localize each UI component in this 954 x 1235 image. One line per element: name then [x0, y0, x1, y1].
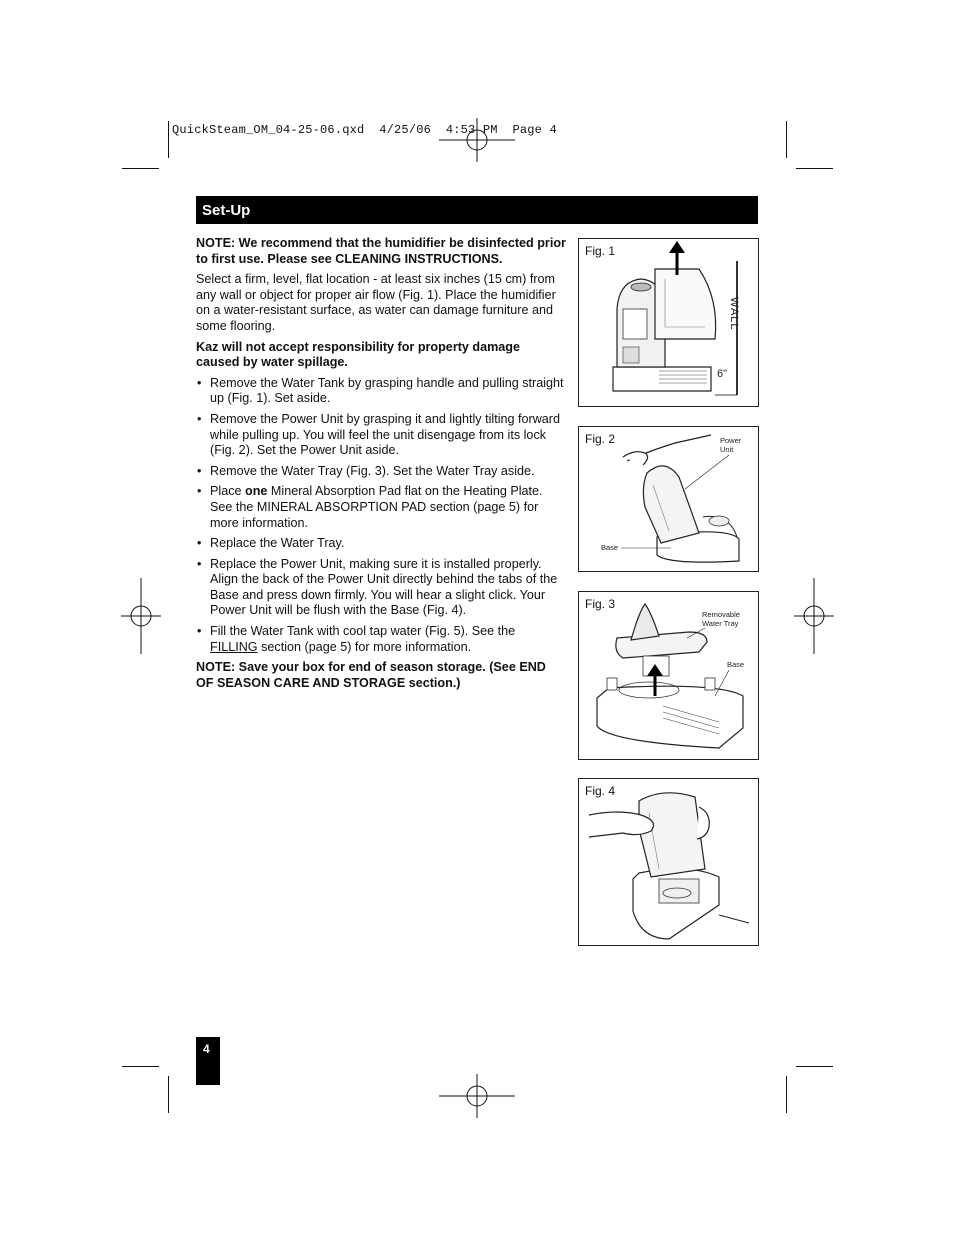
crop-mark — [796, 1066, 833, 1067]
liability-note: Kaz will not accept responsibility for property damage caused by water spillage. — [196, 339, 521, 370]
storage-note: NOTE: Save your box for end of season storage. (See END OF SEASON CARE AND STORAGE section.) — [196, 660, 546, 690]
filling-reference: FILLING — [210, 639, 258, 654]
bullet: • — [197, 536, 202, 551]
crop-mark — [786, 1076, 787, 1113]
step-text: Remove the Water Tank by grasping handle and pulling straight up (Fig. 1). Set aside. — [210, 375, 564, 406]
crop-mark — [122, 1066, 159, 1067]
wall-label: WALL — [728, 297, 740, 331]
crop-mark — [168, 1076, 169, 1113]
figure-1 — [578, 238, 759, 407]
step-text: Remove the Power Unit by grasping it and lightly tilting forward while pulling up. You will feel the unit disengage from its lock (Fig. 2). Set the Power Unit aside. — [210, 411, 560, 458]
bullet: • — [197, 375, 202, 390]
power-unit-replacement-illustration — [579, 779, 758, 945]
page-number: 4 — [203, 1042, 210, 1056]
step-text-pre: Fill the Water Tank with cool tap water (Fig. 5). See the — [210, 624, 516, 639]
step-text: Replace the Power Unit, making sure it is installed properly. Align the back of the Power Unit directly behind the tabs of the Base and press down firmly. You will hear a slight click. Your Power Unit will be flush with the Base (Fig. 4). — [210, 556, 558, 618]
setup-steps-list — [196, 376, 566, 656]
figure-label: Fig. 1 — [585, 244, 616, 258]
bullet: • — [197, 484, 202, 499]
bullet: • — [197, 556, 202, 571]
section-title: Set-Up — [202, 202, 251, 219]
location-paragraph: Select a firm, level, flat location - at least six inches (15 cm) from any wall or object for proper air flow (Fig. 1). Place the humidifier on a water-resistant surface, as water can damage furniture and some flooring. — [196, 272, 556, 333]
figure-label: Fig. 3 — [585, 597, 616, 611]
step-text-post: Mineral Absorption Pad flat on the Heating Plate. See the MINERAL ABSORPTION PAD section (page 5) for more information. — [210, 484, 543, 530]
registration-mark-left — [121, 578, 161, 654]
list-item — [196, 624, 566, 655]
registration-mark-bottom — [439, 1074, 515, 1118]
note-disinfect: NOTE: We recommend that the humidifier be disinfected prior to first use. Please see CLEANING INSTRUCTIONS. — [196, 236, 566, 266]
registration-mark-right — [794, 578, 834, 654]
print-slug: QuickSteam_OM_04-25-06.qxd 4/25/06 4:53 PM Page 4 — [172, 123, 557, 137]
bullet: • — [197, 463, 202, 478]
figure-label: Fig. 2 — [585, 432, 616, 446]
step-text: Replace the Water Tray. — [210, 536, 345, 551]
crop-mark — [786, 121, 787, 158]
water-tray-callout: Removable Water Tray — [702, 610, 740, 628]
figure-4 — [578, 778, 759, 946]
step-text-post: section (page 5) for more information. — [257, 639, 472, 654]
list-item — [196, 464, 566, 480]
base-callout: Base — [727, 660, 745, 669]
list-item — [196, 484, 566, 531]
bullet: • — [197, 411, 202, 426]
page-number-tab — [196, 1037, 220, 1085]
section-header-bar — [196, 196, 758, 224]
crop-mark — [796, 168, 833, 169]
list-item — [196, 412, 566, 459]
base-callout: Base — [601, 543, 619, 552]
list-item — [196, 536, 566, 552]
power-unit-callout: Power Unit — [720, 436, 742, 454]
crop-mark — [122, 168, 159, 169]
figure-2 — [578, 426, 759, 572]
body-text — [196, 236, 566, 696]
figure-label: Fig. 4 — [585, 784, 616, 798]
registration-mark-top — [439, 118, 515, 162]
figure-3 — [578, 591, 759, 760]
distance-label: 6" — [717, 368, 728, 380]
list-item — [196, 376, 566, 407]
crop-mark — [168, 121, 169, 158]
step-text-pre: Place — [210, 484, 246, 499]
list-item — [196, 557, 566, 619]
step-text: Remove the Water Tray (Fig. 3). Set the Water Tray aside. — [210, 463, 535, 478]
bullet: • — [197, 624, 202, 639]
step-text-bold: one — [245, 484, 268, 499]
